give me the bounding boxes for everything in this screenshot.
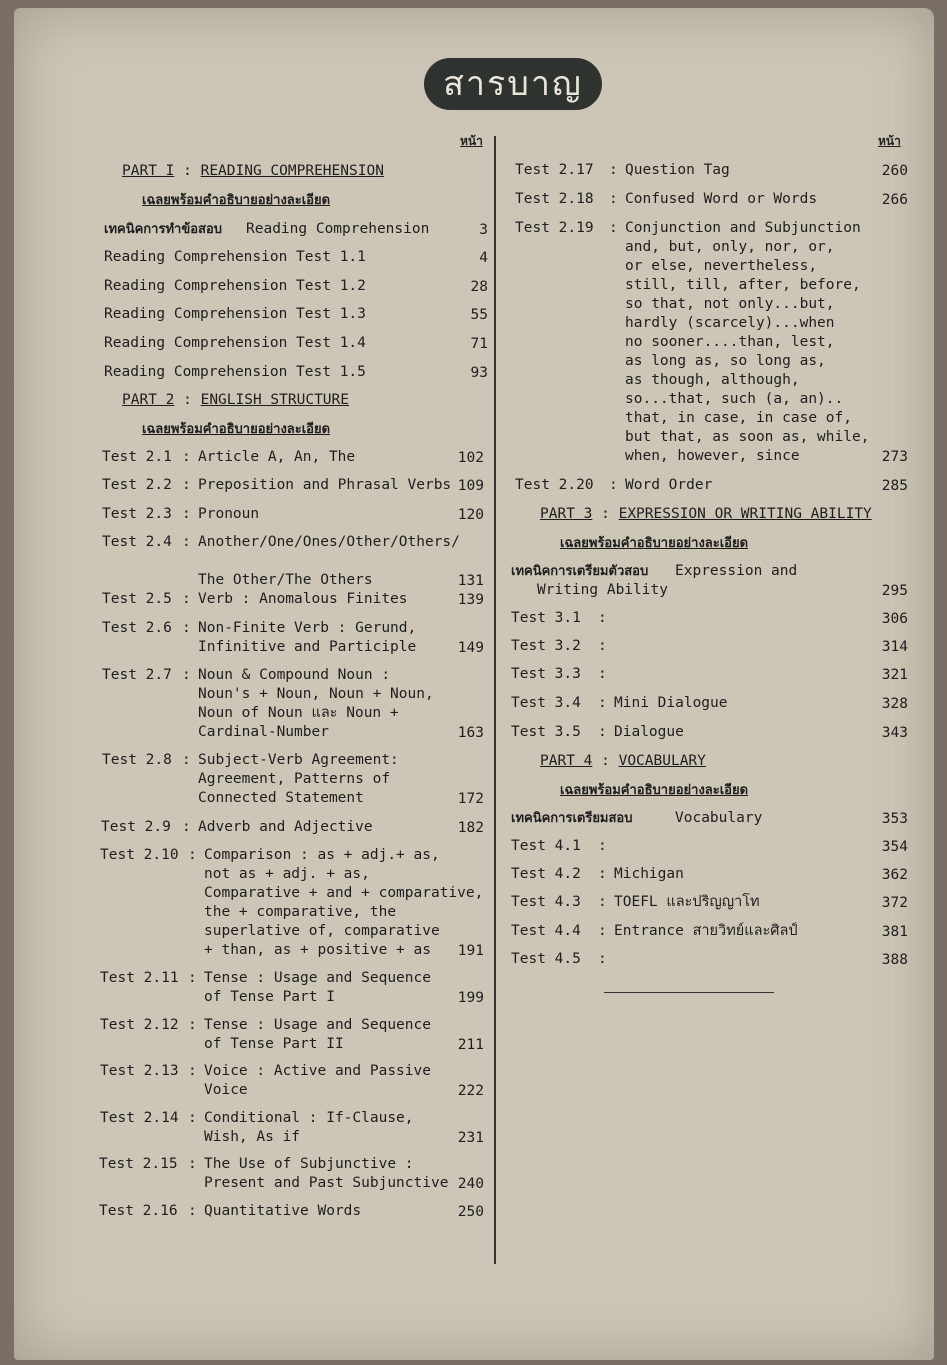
part-note: เฉลยพร้อมคำอธิบายอย่างละเอียด [560,536,749,551]
entry-line: Conjunction and Subjunction [625,220,861,236]
entry-line: Connected Statement [198,790,364,806]
page-number: 3 [479,222,488,238]
entry-line: of Tense Part I [204,989,335,1005]
entry-separator: : [188,1063,197,1079]
entry-title: Reading Comprehension [246,221,430,237]
entry-separator: : [598,923,607,939]
entry-line: Expression and [675,563,798,579]
entry-id: Test 2.16 [99,1203,178,1219]
page-title: สารบาญ [424,58,602,110]
page-number: 139 [457,592,484,608]
part-name: EXPRESSION OR WRITING ABILITY [618,506,872,522]
entry-id: Test 3.3 [511,666,581,682]
entry-line: The Other/The Others [198,572,373,588]
entry-id: Test 3.2 [511,638,581,654]
page-number: 55 [470,307,488,323]
part-heading [122,391,349,410]
entry-line: Non-Finite Verb : Gerund, [198,620,417,636]
page-number: 4 [479,250,488,266]
entry-line: Voice : Active and Passive [204,1063,431,1079]
page-number: 102 [457,450,484,466]
page-number: 109 [457,478,484,494]
page-number: 314 [881,639,908,655]
page-number: 381 [881,924,908,940]
entry-separator: : [598,638,607,654]
entry-id: Test 2.2 [102,477,172,493]
page-number: 222 [457,1083,484,1099]
entry-separator: : [188,847,197,863]
entry-separator: : [609,477,618,493]
part-label: PART I [122,163,175,179]
entry-separator: : [182,620,191,636]
part-note: เฉลยพร้อมคำอธิบายอย่างละเอียด [142,422,331,437]
entry-line: Tense : Usage and Sequence [204,970,431,986]
part-name: VOCABULARY [618,753,706,769]
page-column-header-right: หน้า [878,134,901,148]
page-column-header-left: หน้า [460,134,483,148]
entry-separator: : [598,838,607,854]
entry-separator: : [188,970,197,986]
entry-line: Noun & Compound Noun : [198,667,391,683]
entry-separator: : [598,695,607,711]
entry-separator: : [598,610,607,626]
page-number: 250 [457,1204,484,1220]
entry-line: Comparative + and + comparative, [204,885,484,901]
page-number: 295 [881,583,908,599]
entry-separator: : [598,866,607,882]
entry-title: Reading Comprehension Test 1.3 [104,306,366,322]
part-label: PART 4 [540,753,593,769]
entry-line: Dialogue [614,724,684,740]
part-separator: : [592,506,619,522]
entry-id: Test 2.11 [100,970,179,986]
entry-id: Test 2.5 [102,591,172,607]
page-number: 354 [881,839,908,855]
page-number: 240 [457,1176,484,1192]
column-divider [494,136,496,1264]
entry-line: Preposition and Phrasal Verbs [198,477,452,493]
entry-line: of Tense Part II [204,1036,344,1052]
entry-prefix: เทคนิคการเตรียมสอบ [511,811,633,826]
entry-line: Cardinal-Number [198,724,329,740]
part-label: PART 3 [540,506,593,522]
entry-id: Test 3.5 [511,724,581,740]
part-heading [540,752,706,771]
page-number: 362 [881,867,908,883]
entry-line: Verb : Anomalous Finites [198,591,408,607]
part-separator: : [174,163,201,179]
entry-id: Test 2.9 [101,819,171,835]
entry-separator: : [609,191,618,207]
entry-prefix: เทคนิคการทำข้อสอบ [104,222,223,237]
entry-id: Test 2.7 [102,667,172,683]
entry-line: Adverb and Adjective [198,819,373,835]
entry-line: or else, nevertheless, [625,258,818,274]
entry-separator: : [182,752,191,768]
entry-separator: : [598,724,607,740]
entry-line: Wish, As if [204,1129,301,1145]
page-number: 273 [881,449,908,465]
entry-line: Another/One/Ones/Other/Others/ [198,534,460,550]
entry-separator: : [182,667,191,683]
entry-line: so...that, such (a, an).. [625,391,844,407]
entry-line: hardly (scarcely)...when [625,315,835,331]
page-number: 71 [470,336,488,352]
entry-line: still, till, after, before, [625,277,861,293]
part-name: ENGLISH STRUCTURE [200,392,349,408]
part-separator: : [174,392,201,408]
entry-title: Reading Comprehension Test 1.4 [104,335,366,351]
entry-separator: : [609,162,618,178]
page-number: 343 [881,725,908,741]
entry-line: Agreement, Patterns of [198,771,391,787]
entry-separator: : [609,220,618,236]
entry-separator: : [182,477,191,493]
page-number: 211 [457,1037,484,1053]
entry-id: Test 2.13 [100,1063,179,1079]
page-number: 231 [457,1130,484,1146]
entry-line: Present and Past Subjunctive [204,1175,449,1191]
page-number: 93 [470,365,488,381]
part-heading [540,505,872,524]
entry-id: Test 2.4 [102,534,172,550]
page-number: 120 [457,507,484,523]
entry-line: that, in case, in case of, [625,410,852,426]
entry-line: Quantitative Words [204,1203,362,1219]
entry-line: not as + adj. + as, [204,866,370,882]
end-rule [604,992,774,993]
entry-id: Test 2.15 [99,1156,178,1172]
part-note: เฉลยพร้อมคำอธิบายอย่างละเอียด [560,783,749,798]
entry-line: no sooner....than, lest, [625,334,835,350]
entry-id: Test 4.4 [511,923,581,939]
entry-id: Test 3.4 [511,695,581,711]
entry-prefix: เทคนิคการเตรียมตัวสอบ [511,564,649,579]
entry-separator: : [598,951,607,967]
entry-line: Noun's + Noun, Noun + Noun, [198,686,434,702]
entry-line: The Use of Subjunctive : [204,1156,414,1172]
entry-line: superlative of, comparative [204,923,440,939]
entry-id: Test 3.1 [511,610,581,626]
entry-line: Michigan [614,866,684,882]
entry-separator: : [182,506,191,522]
page-number: 328 [881,696,908,712]
entry-line: Vocabulary [675,810,763,826]
entry-line: as long as, so long as, [625,353,826,369]
page-number: 260 [881,163,908,179]
part-separator: : [592,753,619,769]
entry-line: Pronoun [198,506,260,522]
entry-id: Test 2.6 [102,620,172,636]
entry-separator: : [188,1203,197,1219]
entry-line: when, however, since [625,448,800,464]
entry-line: the + comparative, the [204,904,397,920]
part-label: PART 2 [122,392,175,408]
entry-line: so that, not only...but, [625,296,835,312]
entry-line: Writing Ability [537,582,668,598]
entry-line: Subject-Verb Agreement: [198,752,399,768]
page-number: 163 [457,725,484,741]
entry-line: Mini Dialogue [614,695,728,711]
page-number: 353 [881,811,908,827]
page-number: 172 [457,791,484,807]
entry-line: and, but, only, nor, or, [625,239,835,255]
entry-id: Test 2.14 [100,1110,179,1126]
entry-id: Test 2.10 [100,847,179,863]
entry-line: + than, as + positive + as [204,942,431,958]
entry-id: Test 4.5 [511,951,581,967]
entry-line: TOEFL และปริญญาโท [614,894,760,910]
page-number: 131 [457,573,484,589]
entry-line: Article A, An, The [198,449,356,465]
entry-line: Word Order [625,477,713,493]
page-number: 199 [457,990,484,1006]
entry-title: Reading Comprehension Test 1.2 [104,278,366,294]
entry-separator: : [182,819,191,835]
page-number: 388 [881,952,908,968]
entry-id: Test 2.1 [102,449,172,465]
entry-line: Noun of Noun และ Noun + [198,705,399,721]
entry-separator: : [188,1156,197,1172]
part-heading [122,162,384,181]
entry-title: Reading Comprehension Test 1.1 [104,249,366,265]
entry-separator: : [182,449,191,465]
page-number: 28 [470,279,488,295]
entry-title: Reading Comprehension Test 1.5 [104,364,366,380]
page-number: 266 [881,192,908,208]
entry-id: Test 2.8 [102,752,172,768]
entry-separator: : [188,1110,197,1126]
part-note: เฉลยพร้อมคำอธิบายอย่างละเอียด [142,193,331,208]
entry-id: Test 2.17 [515,162,594,178]
entry-id: Test 4.2 [511,866,581,882]
entry-separator: : [182,534,191,550]
entry-line: Question Tag [625,162,730,178]
entry-line: Voice [204,1082,248,1098]
entry-id: Test 2.18 [515,191,594,207]
entry-separator: : [182,591,191,607]
page-number: 306 [881,611,908,627]
part-name: READING COMPREHENSION [200,163,384,179]
page-number: 149 [457,640,484,656]
entry-separator: : [598,666,607,682]
entry-line: Confused Word or Words [625,191,818,207]
entry-id: Test 2.12 [100,1017,179,1033]
entry-line: as though, although, [625,372,800,388]
entry-line: Comparison : as + adj.+ as, [204,847,440,863]
entry-separator: : [598,894,607,910]
entry-separator: : [188,1017,197,1033]
entry-line: Entrance สายวิทย์และศิลป์ [614,923,798,939]
entry-line: Infinitive and Participle [198,639,417,655]
page-number: 191 [457,943,484,959]
entry-id: Test 4.3 [511,894,581,910]
document-page [14,8,934,1360]
page-number: 372 [881,895,908,911]
entry-line: Conditional : If-Clause, [204,1110,414,1126]
entry-id: Test 2.19 [515,220,594,236]
entry-id: Test 2.3 [102,506,172,522]
page-number: 285 [881,478,908,494]
page-number: 182 [457,820,484,836]
entry-line: Tense : Usage and Sequence [204,1017,431,1033]
entry-id: Test 2.20 [515,477,594,493]
entry-id: Test 4.1 [511,838,581,854]
page-number: 321 [881,667,908,683]
entry-line: but that, as soon as, while, [625,429,870,445]
